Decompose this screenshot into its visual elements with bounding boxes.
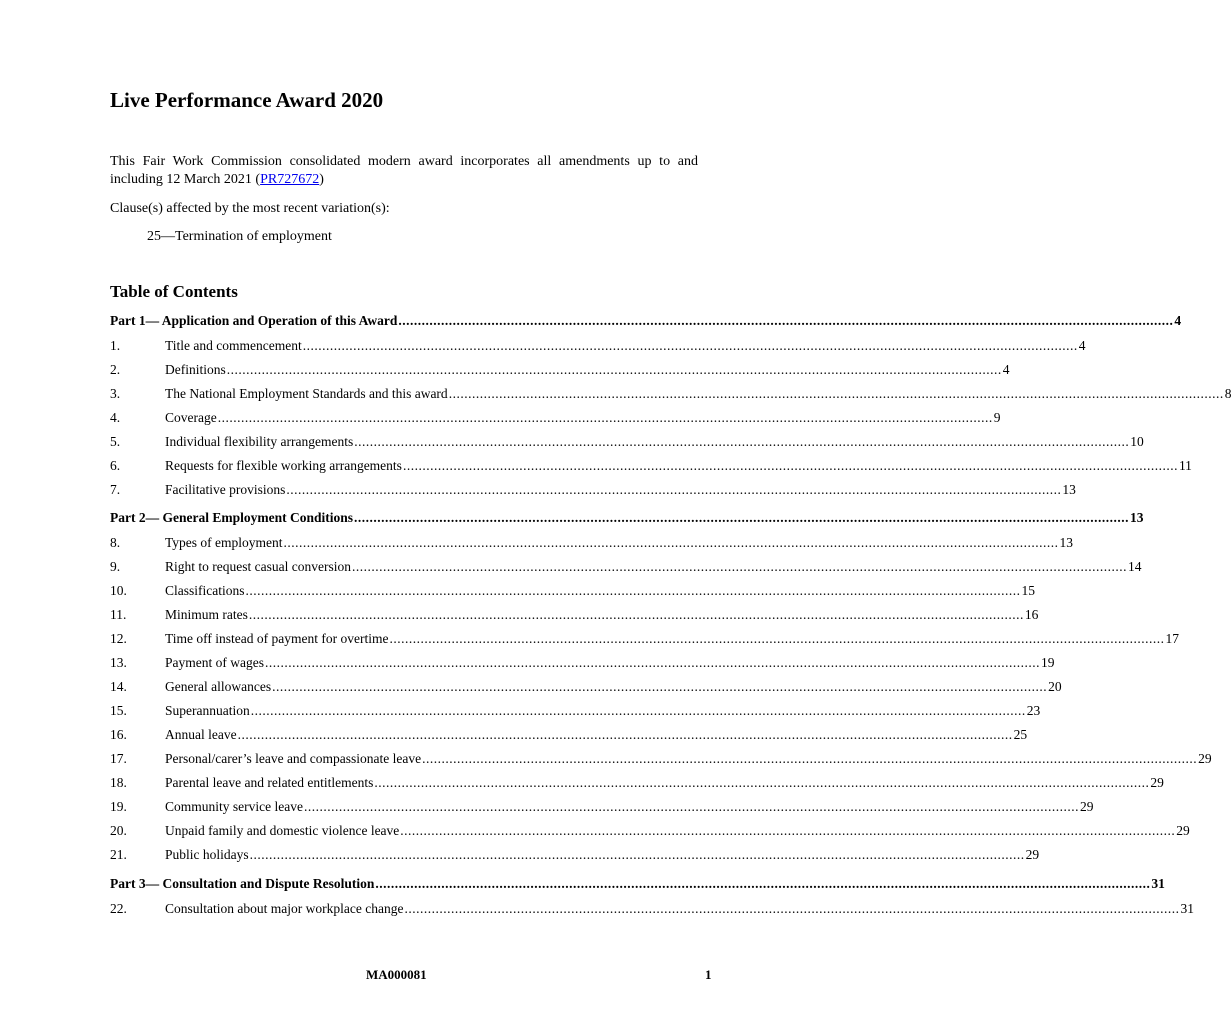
toc-entry[interactable] <box>110 559 1142 577</box>
toc-entry[interactable] <box>110 679 1062 697</box>
toc-dot-leader: ........................................................................................................................................................................................................ <box>245 583 1021 598</box>
toc-dot-leader: ........................................................................................................................................................................................................ <box>389 631 1165 646</box>
toc-entry[interactable] <box>110 607 1039 625</box>
toc-dot-leader: ........................................................................................................................................................................................................ <box>249 847 1025 862</box>
toc-dot-leader: ........................................................................................................................................................................................................ <box>351 559 1127 574</box>
affected-clauses-label: Clause(s) affected by the most recent variation(s): <box>110 201 390 216</box>
toc-entry-label: Coverage <box>165 410 217 425</box>
toc-entry-number: 10. <box>110 583 127 598</box>
toc-entry-page: 9 <box>993 410 1001 425</box>
toc-entry-label: Payment of wages <box>165 655 264 670</box>
affected-clause-item: 25—Termination of employment <box>147 229 332 244</box>
toc-entry-label: Annual leave <box>165 727 237 742</box>
toc-dot-leader: ........................................................................................................................................................................................................ <box>226 362 1002 377</box>
toc-entry[interactable] <box>110 847 1040 865</box>
toc-entry[interactable] <box>110 458 1192 476</box>
toc-entry-number: 13. <box>110 655 127 670</box>
toc-entry-label: Minimum rates <box>165 607 248 622</box>
toc-entry-page: 19 <box>1040 655 1055 670</box>
toc-entry-number: 17. <box>110 751 127 766</box>
toc-entry-label: Consultation about major workplace change <box>165 901 404 916</box>
toc-heading: Table of Contents <box>110 282 238 301</box>
toc-entry-label: Unpaid family and domestic violence leave <box>165 823 400 838</box>
toc-entry-page: 17 <box>1165 631 1179 646</box>
toc-entry[interactable] <box>110 535 1074 553</box>
toc-entry-number: 19. <box>110 799 127 814</box>
toc-dot-leader: ........................................................................................................................................................................................................ <box>272 679 1048 694</box>
toc-entry-label: Classifications <box>165 583 245 598</box>
toc-entry-number: 6. <box>110 458 121 473</box>
toc-entry-page: 13 <box>1059 535 1074 550</box>
toc-entry-page: 16 <box>1024 607 1039 622</box>
toc-entry-number: 18. <box>110 775 127 790</box>
toc-entry-number: 5. <box>110 434 121 449</box>
toc-dot-leader: ........................................................................................................................................................................................................ <box>374 775 1150 790</box>
toc-entry-label: Community service leave <box>165 799 303 814</box>
toc-dot-leader: ........................................................................................................................................................................................................ <box>422 751 1198 766</box>
toc-dot-leader: ........................................................................................................................................................................................................ <box>264 655 1040 670</box>
toc-entry[interactable] <box>110 338 1086 356</box>
toc-entry-number: 2. <box>110 362 121 377</box>
intro-close: ) <box>319 172 324 187</box>
toc-entry-label: Part 2— General Employment Conditions <box>110 510 353 525</box>
toc-entry-page: 15 <box>1021 583 1035 598</box>
toc-entry[interactable] <box>110 823 1190 841</box>
toc-entry-number: 16. <box>110 727 127 742</box>
toc-entry-number: 14. <box>110 679 127 694</box>
toc-entry[interactable] <box>110 703 1041 721</box>
toc-entry-number: 7. <box>110 482 121 497</box>
toc-dot-leader: ........................................................................................................................................................................................................ <box>402 458 1178 473</box>
toc-entry-label: General allowances <box>165 679 272 694</box>
toc-entry-page: 31 <box>1151 876 1165 891</box>
toc-entry[interactable] <box>110 410 1001 428</box>
toc-dot-leader: ........................................................................................................................................................................................................ <box>448 386 1224 401</box>
toc-dot-leader: ........................................................................................................................................................................................................ <box>375 876 1151 891</box>
toc-entry-number: 15. <box>110 703 127 718</box>
toc-entry-page: 11 <box>1178 458 1192 473</box>
toc-entry-number: 12. <box>110 631 127 646</box>
toc-entry-label: Superannuation <box>165 703 250 718</box>
toc-entry-number: 8. <box>110 535 121 550</box>
variation-link[interactable]: PR727672 <box>260 172 320 187</box>
toc-entry[interactable] <box>110 751 1212 769</box>
toc-entry-page: 29 <box>1150 775 1164 790</box>
intro-paragraph <box>110 153 698 189</box>
toc-entry-label: Public holidays <box>165 847 249 862</box>
toc-entry[interactable] <box>110 482 1076 500</box>
toc-entry-page: 20 <box>1048 679 1062 694</box>
toc-entry-page: 4 <box>1174 313 1182 328</box>
toc-entry-label: Time off instead of payment for overtime <box>165 631 389 646</box>
toc-entry[interactable] <box>110 775 1164 793</box>
intro-text: This Fair Work Commission consolidated modern award incorporates all amendments up to and including 12 March 2021 ( <box>110 154 698 187</box>
toc-entry-label: The National Employment Standards and this award <box>165 386 448 401</box>
toc-entry-label: Types of employment <box>165 535 283 550</box>
toc-entry-page: 13 <box>1062 482 1076 497</box>
toc-dot-leader: ........................................................................................................................................................................................................ <box>286 482 1062 497</box>
toc-entry[interactable] <box>110 901 1194 919</box>
toc-entry-label: Personal/carer’s leave and compassionate leave <box>165 751 422 766</box>
toc-entry-label: Right to request casual conversion <box>165 559 351 574</box>
toc-entry-number: 21. <box>110 847 127 862</box>
toc-part-entry[interactable] <box>110 313 1182 331</box>
toc-entry-label: Individual flexibility arrangements <box>165 434 354 449</box>
toc-entry-page: 13 <box>1130 510 1144 525</box>
footer-award-code: MA000081 <box>366 967 427 982</box>
footer-page-number: 1 <box>705 967 712 982</box>
toc-entry[interactable] <box>110 799 1094 817</box>
toc-dot-leader: ........................................................................................................................................................................................................ <box>217 410 993 425</box>
toc-part-entry[interactable] <box>110 876 1165 894</box>
toc-entry-label: Facilitative provisions <box>165 482 286 497</box>
toc-dot-leader: ........................................................................................................................................................................................................ <box>398 313 1174 328</box>
toc-entry-page: 29 <box>1198 751 1212 766</box>
toc-entry-page: 14 <box>1127 559 1142 574</box>
toc-entry-number: 11. <box>110 607 127 622</box>
toc-entry[interactable] <box>110 631 1179 649</box>
toc-dot-leader: ........................................................................................................................................................................................................ <box>400 823 1176 838</box>
toc-entry-page: 29 <box>1079 799 1094 814</box>
toc-entry-label: Parental leave and related entitlements <box>165 775 374 790</box>
toc-entry-label: Requests for flexible working arrangements <box>165 458 402 473</box>
toc-entry-number: 3. <box>110 386 121 401</box>
toc-entry-label: Title and commencement <box>165 338 302 353</box>
toc-entry[interactable] <box>110 583 1035 601</box>
toc-dot-leader: ........................................................................................................................................................................................................ <box>303 799 1079 814</box>
toc-entry[interactable] <box>110 434 1144 452</box>
toc-entry[interactable] <box>110 386 1231 404</box>
toc-entry-number: 20. <box>110 823 127 838</box>
toc-dot-leader: ........................................................................................................................................................................................................ <box>302 338 1078 353</box>
document-title: Live Performance Award 2020 <box>110 88 384 112</box>
toc-dot-leader: ........................................................................................................................................................................................................ <box>250 703 1026 718</box>
toc-entry-page: 29 <box>1176 823 1190 838</box>
toc-dot-leader: ........................................................................................................................................................................................................ <box>237 727 1013 742</box>
toc-entry[interactable] <box>110 362 1010 380</box>
toc-entry-page: 31 <box>1180 901 1194 916</box>
toc-entry-label: Part 1— Application and Operation of this Award <box>110 313 398 328</box>
toc-entry-page: 8 <box>1224 386 1231 401</box>
toc-dot-leader: ........................................................................................................................................................................................................ <box>248 607 1024 622</box>
toc-entry[interactable] <box>110 655 1055 673</box>
toc-entry-number: 4. <box>110 410 121 425</box>
toc-part-entry[interactable] <box>110 510 1144 528</box>
toc-entry-page: 4 <box>1078 338 1086 353</box>
toc-dot-leader: ........................................................................................................................................................................................................ <box>354 434 1130 449</box>
toc-entry-label: Definitions <box>165 362 226 377</box>
toc-entry-number: 1. <box>110 338 121 353</box>
toc-entry-page: 10 <box>1130 434 1144 449</box>
toc-dot-leader: ........................................................................................................................................................................................................ <box>354 510 1129 525</box>
toc-entry-page: 4 <box>1002 362 1010 377</box>
toc-dot-leader: ........................................................................................................................................................................................................ <box>283 535 1059 550</box>
toc-entry-page: 25 <box>1013 727 1028 742</box>
toc-entry-label: Part 3— Consultation and Dispute Resolution <box>110 876 375 891</box>
toc-entry-page: 29 <box>1025 847 1040 862</box>
toc-dot-leader: ........................................................................................................................................................................................................ <box>404 901 1180 916</box>
toc-entry[interactable] <box>110 727 1028 745</box>
toc-entry-number: 9. <box>110 559 121 574</box>
toc-entry-page: 23 <box>1026 703 1041 718</box>
toc-entry-number: 22. <box>110 901 127 916</box>
